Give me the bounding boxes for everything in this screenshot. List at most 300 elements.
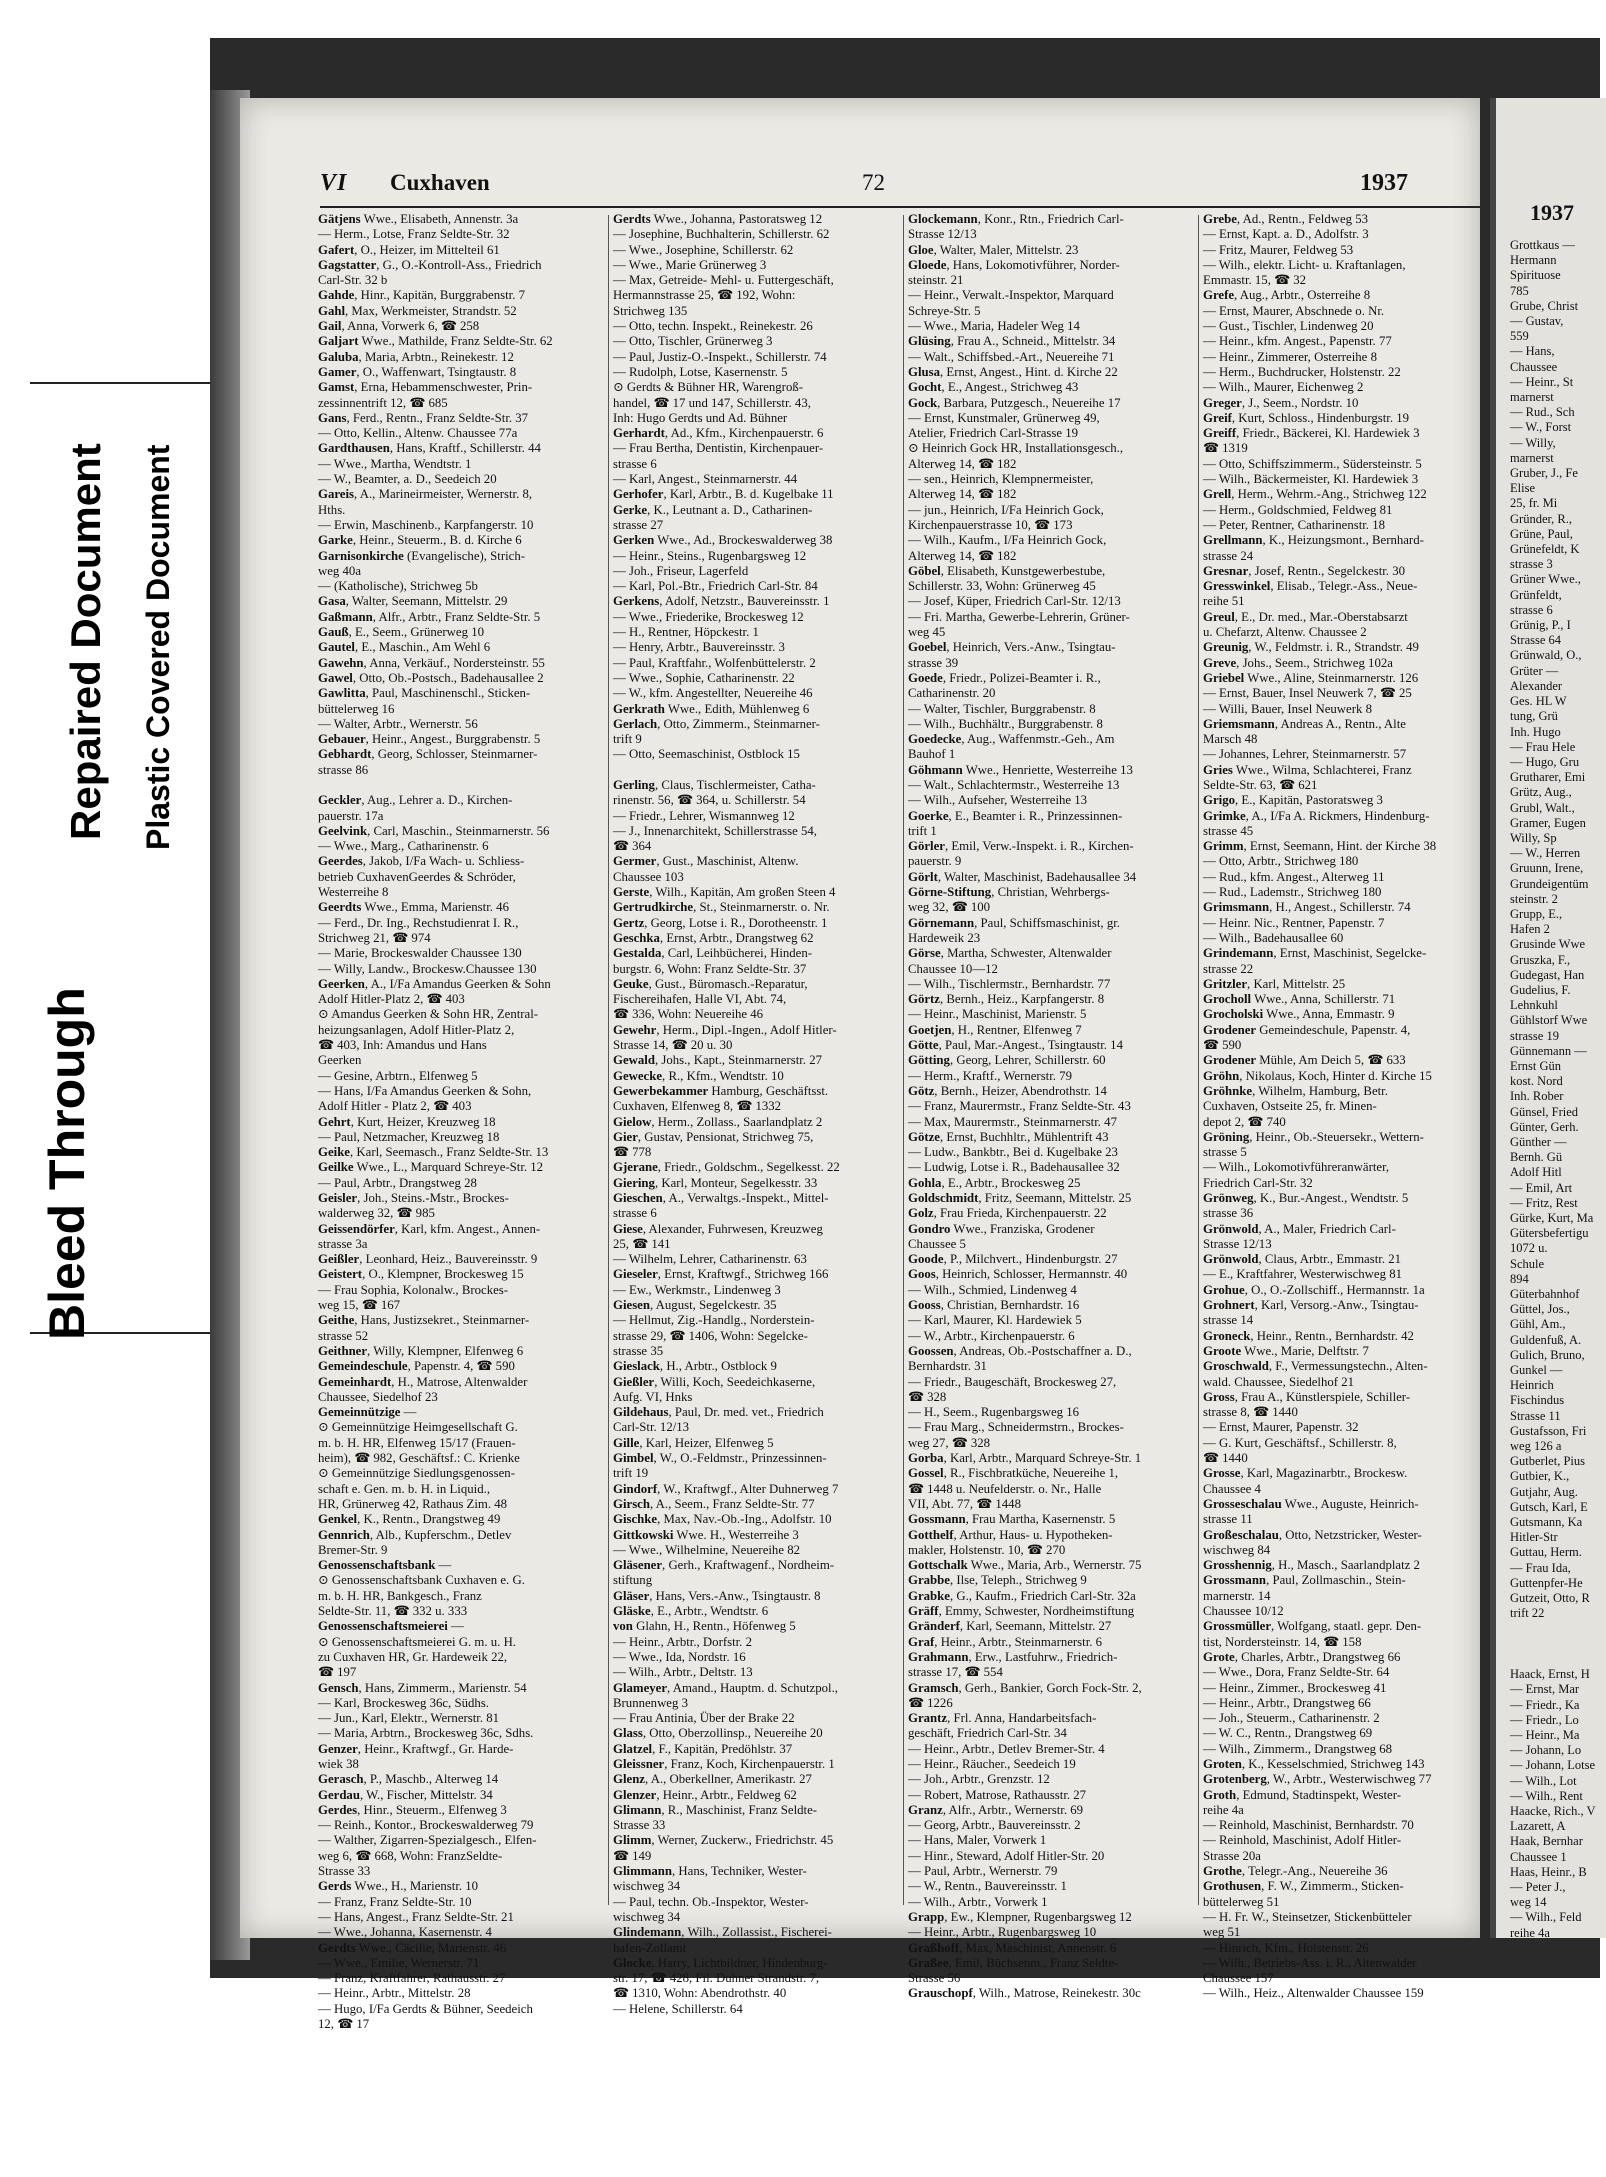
directory-entry: — Wilh., Bäckermeister, Kl. Hardewiek 3 <box>1203 472 1419 487</box>
directory-entry: — Paul, Kraftfahr., Wolfenbüttelerstr. 2 <box>613 655 816 670</box>
directory-entry: weg 40a <box>318 563 361 578</box>
facing-page-line: Grusinde Wwe <box>1510 937 1586 952</box>
directory-entry: Gawel, Otto, Ob.-Postsch., Badehausallee 2 <box>318 670 544 685</box>
directory-entry: Strichweg 21, ☎ 974 <box>318 930 431 945</box>
directory-entry: geschäft, Friedrich Carl-Str. 34 <box>908 1726 1067 1741</box>
directory-entry: — Hans, Maler, Vorwerk 1 <box>908 1833 1047 1848</box>
directory-entry: Grosse, Karl, Magazinarbtr., Brockesw. <box>1203 1466 1408 1481</box>
directory-entry: trift 9 <box>613 732 642 747</box>
directory-entry: Geelvink, Carl, Maschin., Steinmarnerstr. 56 <box>318 823 550 838</box>
directory-entry: Gossel, R., Fischbratküche, Neuereihe 1, <box>908 1466 1119 1481</box>
directory-entry: VII, Abt. 77, ☎ 1448 <box>908 1496 1021 1511</box>
directory-entry: Grindemann, Ernst, Maschinist, Segelcke- <box>1203 946 1427 961</box>
directory-entry: — Hans, I/Fa Amandus Geerken & Sohn, <box>318 1083 532 1098</box>
directory-entry: Göbel, Elisabeth, Kunstgewerbestube, <box>908 563 1106 578</box>
directory-entry: — Wwe., Wilhelmine, Neuereihe 82 <box>613 1542 800 1557</box>
facing-page-line: Gruunn, Irene, <box>1510 861 1584 876</box>
directory-entry: Grohue, O., O.-Zollschiff., Hermannstr. 1a <box>1203 1282 1425 1297</box>
directory-entry: — Max, Getreide- Mehl- u. Futtergeschäft, <box>613 273 834 288</box>
directory-entry: Gerkrath Wwe., Edith, Mühlenweg 6 <box>613 701 810 716</box>
directory-entry: trift 1 <box>908 823 937 838</box>
directory-entry: — Joh., Friseur, Lagerfeld <box>613 563 749 578</box>
facing-page-line: Güttel, Jos., <box>1510 1302 1570 1317</box>
directory-entry: Gamst, Erna, Hebammenschwester, Prin- <box>318 380 533 395</box>
facing-page-line: Grubl, Walt., <box>1510 800 1575 815</box>
directory-entry: Strasse 56 <box>908 1971 961 1986</box>
directory-entry: — Walther, Zigarren-Spezialgesch., Elfen- <box>318 1833 537 1848</box>
facing-page-line: Haacke, Rich., V <box>1510 1803 1596 1818</box>
directory-entry: Garnisonkirche (Evangelische), Strich- <box>318 548 525 563</box>
directory-entry: — Herm., Buchdrucker, Holstenstr. 22 <box>1203 364 1401 379</box>
directory-entry: Grahmann, Erw., Lastfuhrw., Friedrich- <box>908 1649 1118 1664</box>
facing-page-line: 894 <box>1510 1271 1529 1286</box>
directory-entry: Geerdes, Jakob, I/Fa Wach- u. Schliess- <box>318 854 525 869</box>
directory-entry: Gerdts Wwe., Johanna, Pastoratsweg 12 <box>613 212 823 226</box>
facing-page-line: Güterbahnhof <box>1510 1287 1580 1302</box>
facing-page-line: Hitler-Str <box>1510 1530 1558 1545</box>
directory-entry: strasse 8, ☎ 1440 <box>1203 1405 1298 1420</box>
directory-entry: Griemsmann, Andreas A., Rentn., Alte <box>1203 716 1406 731</box>
directory-entry: marnerstr. 14 <box>1203 1588 1271 1603</box>
directory-entry: tist, Nordersteinstr. 14, ☎ 158 <box>1203 1634 1362 1649</box>
directory-entry: weg 27, ☎ 328 <box>908 1435 991 1450</box>
directory-entry: Gerke, K., Leutnant a. D., Catharinen- <box>613 502 813 517</box>
directory-entry: heim), ☎ 982, Geschäftsf.: C. Krienke <box>318 1451 520 1466</box>
directory-entry: — Ew., Werkmstr., Lindenweg 3 <box>613 1282 781 1297</box>
facing-page-line: Haack, Ernst, H <box>1510 1667 1590 1682</box>
facing-page-line: Haas, Heinr., B <box>1510 1864 1587 1879</box>
facing-page-line: Inh. Hugo <box>1510 724 1561 739</box>
facing-page-line: Gunkel — <box>1510 1363 1563 1378</box>
directory-entry: Greul, E., Dr. med., Mar.-Oberstabsarzt <box>1203 609 1408 624</box>
directory-entry: Gräff, Emmy, Schwester, Nordheimstiftung <box>908 1604 1135 1619</box>
directory-entry: — Wwe., Sophie, Catharinenstr. 22 <box>613 670 795 685</box>
directory-entry: 12, ☎ 17 <box>318 2017 370 2032</box>
directory-entry: Greve, Johs., Seem., Strichweg 102a <box>1203 655 1393 670</box>
directory-entry: depot 2, ☎ 740 <box>1203 1114 1286 1129</box>
facing-page-line: Grundeigentüm <box>1510 876 1589 891</box>
facing-page-line: Gutzeit, Otto, R <box>1510 1591 1590 1606</box>
label-bleed-through: Bleed Through <box>39 987 95 1340</box>
facing-page-line: Gruszka, F., <box>1510 952 1571 967</box>
directory-entry: Gröning, Heinr., Ob.-Steuersekr., Wettern- <box>1203 1129 1424 1144</box>
directory-entry: strasse 6 <box>613 456 657 471</box>
city-title: Cuxhaven <box>390 170 490 195</box>
directory-entry: strasse 24 <box>1203 548 1254 563</box>
directory-entry: — Georg, Arbtr., Bauvereinsstr. 2 <box>908 1818 1081 1833</box>
directory-entry: trift 19 <box>613 1466 649 1481</box>
directory-entry: — jun., Heinrich, I/Fa Heinrich Gock, <box>908 502 1104 517</box>
directory-entry: — W., Beamter, a. D., Seedeich 20 <box>318 472 497 487</box>
directory-entry: — Ludw., Bankbtr., Bei d. Kugelbake 23 <box>908 1145 1118 1160</box>
facing-page-line: Gürke, Kurt, Ma <box>1510 1211 1594 1225</box>
directory-entry: Gestalda, Carl, Leihbücherei, Hinden- <box>613 946 813 961</box>
directory-entry: strasse 39 <box>908 655 959 670</box>
directory-entry: Grefe, Aug., Arbtr., Osterreihe 8 <box>1203 288 1371 303</box>
facing-page-line: Gühlstorf Wwe <box>1510 1013 1588 1028</box>
directory-entry: — Hellmut, Zig.-Handlg., Norderstein- <box>613 1313 815 1328</box>
directory-entry: ⊙ Heinrich Gock HR, Installationsgesch., <box>908 441 1124 456</box>
directory-entry: Groten, K., Kesselschmied, Strichweg 143 <box>1203 1756 1425 1771</box>
directory-entry: — Wilh., Arbtr., Vorwerk 1 <box>908 1894 1048 1909</box>
facing-page-line: Gudelius, F. <box>1510 982 1571 997</box>
directory-entry: — Walter, Tischler, Burggrabenstr. 8 <box>908 701 1096 716</box>
directory-entry: str. 17, ☎ 428, Fil. Duhner Strandstr. 7, <box>613 1971 820 1986</box>
directory-entry: Görnemann, Paul, Schiffsmaschinist, gr. <box>908 915 1120 930</box>
facing-page-line: Grüter — <box>1510 663 1559 678</box>
directory-entry: Gertrudkirche, St., Steinmarnerstr. o. Nr. <box>613 900 830 915</box>
directory-entry: — Wwe., Maria, Hadeler Weg 14 <box>908 319 1080 334</box>
facing-page-line: Bernh. Gü <box>1510 1150 1563 1165</box>
directory-entry: Gock, Barbara, Putzgesch., Neuereihe 17 <box>908 395 1121 410</box>
directory-entry: Alterweg 14, ☎ 182 <box>908 456 1017 471</box>
directory-entry: Gemeinnützige — <box>318 1405 417 1420</box>
directory-entry: Grönwold, Claus, Arbtr., Emmastr. 21 <box>1203 1252 1402 1267</box>
year-label: 1937 <box>1360 170 1408 196</box>
directory-entry: Gieschen, A., Verwaltgs.-Inspekt., Mittel- <box>613 1191 829 1205</box>
facing-page-line: tung, Grü <box>1510 709 1558 724</box>
facing-page-line: Gustafsson, Fri <box>1510 1423 1587 1438</box>
facing-page-year: 1937 <box>1530 200 1574 225</box>
directory-entry: ⊙ Gerdts & Bühner HR, Warengroß- <box>613 380 803 395</box>
directory-entry: Grotenberg, W., Arbtr., Westerwischweg 77 <box>1203 1772 1432 1787</box>
directory-entry: — Wilh., Zimmerm., Drangstweg 68 <box>1203 1741 1393 1756</box>
directory-entry: Gille, Karl, Heizer, Elfenweg 5 <box>613 1435 774 1450</box>
directory-entry: — Heinr., Arbtr., Detlev Bremer-Str. 4 <box>908 1741 1105 1756</box>
facing-page-line: 559 <box>1510 329 1529 344</box>
directory-entry: strasse 27 <box>613 517 664 532</box>
directory-entry: Grönwold, A., Maler, Friedrich Carl- <box>1203 1221 1396 1236</box>
directory-entry: — Wilhelm, Lehrer, Catharinenstr. 63 <box>613 1252 807 1267</box>
directory-entry: ☎ 778 <box>613 1145 652 1160</box>
directory-entry: — Rud., kfm. Angest., Alterweg 11 <box>1203 869 1385 884</box>
directory-entry: — Ernst, Kunstmaler, Grünerweg 49, <box>908 410 1100 425</box>
directory-entry: weg 15, ☎ 167 <box>318 1298 401 1313</box>
directory-entry: Grosshennig, H., Masch., Saarlandplatz 2 <box>1203 1558 1420 1573</box>
directory-entry: Greunig, W., Feldmstr. i. R., Strandstr. 49 <box>1203 640 1419 655</box>
directory-entry: Chaussee 4 <box>1203 1481 1261 1496</box>
directory-entry: ☎ 149 <box>613 1848 652 1863</box>
directory-entry: Golz, Frau Frieda, Kirchenpauerstr. 22 <box>908 1206 1107 1221</box>
facing-page-line: Gründer, R., <box>1510 511 1572 526</box>
directory-entry: — Karl, Angest., Steinmarnerstr. 44 <box>613 472 798 487</box>
directory-entry: — Erwin, Maschinenb., Karpfangerstr. 10 <box>318 517 534 532</box>
directory-entry: Grauschopf, Wilh., Matrose, Reinekestr. 30c <box>908 1986 1141 2001</box>
directory-entry: Gareis, A., Marineirmeister, Wernerstr. 8, <box>318 487 533 502</box>
directory-entry: Grote, Charles, Arbtr., Drangstweg 66 <box>1203 1649 1401 1664</box>
directory-entry: — Rud., Lademstr., Strichweg 180 <box>1203 885 1382 900</box>
facing-page-line: Gutsch, Karl, E <box>1510 1499 1588 1514</box>
directory-entry: — Frau Sophia, Kolonalw., Brockes- <box>318 1282 509 1297</box>
directory-entry: wischweg 34 <box>613 1909 681 1924</box>
directory-entry: Genkel, K., Rentn., Drangstweg 49 <box>318 1512 501 1527</box>
directory-entry: Geistert, O., Klempner, Brockesweg 15 <box>318 1267 524 1282</box>
directory-entry: Gröhnke, Wilhelm, Hamburg, Betr. <box>1203 1083 1388 1098</box>
directory-entry: — Herm., Lotse, Franz Seldte-Str. 32 <box>318 227 510 242</box>
directory-entry: Kirchenpauerstrasse 10, ☎ 173 <box>908 517 1073 532</box>
facing-page-line: — W., Herren <box>1510 846 1581 861</box>
directory-entry: ☎ 403, Inh: Amandus und Hans <box>318 1038 487 1053</box>
facing-page-line: — Wilh., Feld <box>1510 1910 1582 1925</box>
directory-entry: Brunnenweg 3 <box>613 1695 688 1710</box>
directory-entry: — Karl, Pol.-Btr., Friedrich Carl-Str. 84 <box>613 579 818 594</box>
directory-entry: Gerhardt, Ad., Kfm., Kirchenpauerstr. 6 <box>613 426 824 441</box>
directory-entry: Grell, Herm., Wehrm.-Ang., Strichweg 122 <box>1203 487 1427 502</box>
directory-entry: ☎ 590 <box>1203 1038 1242 1053</box>
facing-page-line: — Friedr., Ka <box>1510 1697 1580 1712</box>
directory-entry: zessinnentrift 12, ☎ 685 <box>318 395 448 410</box>
directory-entry: Grimke, A., I/Fa A. Rickmers, Hindenburg- <box>1203 808 1430 823</box>
directory-entry: Geuke, Gust., Büromasch.-Reparatur, <box>613 976 808 991</box>
facing-page-line: Grünig, P., I <box>1510 618 1571 633</box>
directory-entry: m. b. H. HR, Bankgesch., Franz <box>318 1588 482 1603</box>
directory-entry: — Frau Marg., Schneidermstrn., Brockes- <box>908 1420 1124 1435</box>
directory-entry: — Robert, Matrose, Rathausstr. 27 <box>908 1787 1087 1802</box>
directory-entry: pauerstr. 17a <box>318 808 384 823</box>
directory-entry: Chaussee 103 <box>613 869 684 884</box>
directory-entry: Gamer, O., Waffenwart, Tsingtaustr. 8 <box>318 364 517 379</box>
directory-entry: Garke, Heinr., Steuerm., B. d. Kirche 6 <box>318 533 522 548</box>
directory-column-4 <box>1203 212 1485 2001</box>
directory-columns <box>318 212 1486 2032</box>
directory-entry: — Wilh., Betriebs-Ass. i. R., Altenwalder <box>1203 1955 1417 1970</box>
directory-entry: rinenstr. 56, ☎ 364, u. Schillerstr. 54 <box>613 793 806 808</box>
directory-entry: ☎ 1226 <box>908 1695 953 1710</box>
directory-entry: Gardthausen, Hans, Kraftf., Schillerstr. 44 <box>318 441 541 456</box>
directory-entry: — Paul, Netzmacher, Kreuzweg 18 <box>318 1129 500 1144</box>
facing-page-line: Strasse 11 <box>1510 1408 1561 1423</box>
directory-entry: Gritzler, Karl, Mittelstr. 25 <box>1203 976 1346 991</box>
directory-entry: — Wwe., Marie Grünerweg 3 <box>613 257 767 272</box>
directory-entry: zu Cuxhaven HR, Gr. Hardeweik 22, <box>318 1649 508 1664</box>
directory-entry: Carl-Str. 32 b <box>318 273 388 288</box>
facing-page-line: Spirituose <box>1510 268 1561 283</box>
facing-page-line: Hermann <box>1510 253 1557 268</box>
directory-entry: Grossmüller, Wolfgang, staatl. gepr. Den- <box>1203 1619 1422 1634</box>
directory-entry: Goldschmidt, Fritz, Seemann, Mittelstr. 25 <box>908 1191 1132 1205</box>
directory-entry: Gebhardt, Georg, Schlosser, Steinmarner- <box>318 747 538 762</box>
directory-entry: Cuxhaven, Ostseite 25, fr. Minen- <box>1203 1099 1377 1114</box>
facing-page-line: Gulich, Bruno, <box>1510 1347 1585 1362</box>
directory-entry: — Joh., Steuerm., Catharinenstr. 2 <box>1203 1711 1380 1726</box>
facing-page-line: Fischindus <box>1510 1393 1565 1408</box>
header-rule <box>320 206 1480 208</box>
directory-entry: Strasse 12/13 <box>1203 1236 1272 1251</box>
directory-entry: Adolf Hitler - Platz 2, ☎ 403 <box>318 1099 472 1114</box>
directory-entry: Gries Wwe., Wilma, Schlachterei, Franz <box>1203 762 1412 777</box>
directory-entry: steinstr. 21 <box>908 273 964 288</box>
directory-entry: Geschka, Ernst, Arbtr., Drangstweg 62 <box>613 930 814 945</box>
directory-entry: Strichweg 135 <box>613 303 688 318</box>
directory-entry: ☎ 1440 <box>1203 1451 1248 1466</box>
directory-entry: Gotthelf, Arthur, Haus- u. Hypotheken- <box>908 1527 1113 1542</box>
directory-entry: Gischke, Max, Nav.-Ob.-Ing., Adolfstr. 10 <box>613 1512 832 1527</box>
directory-entry: Gerling, Claus, Tischlermeister, Catha- <box>613 777 816 792</box>
directory-entry: weg 32, ☎ 100 <box>908 900 991 915</box>
directory-entry: Geißler, Leonhard, Heiz., Bauvereinsstr. 9 <box>318 1252 538 1267</box>
directory-entry: Gross, Frau A., Künstlerspiele, Schiller- <box>1203 1389 1411 1404</box>
facing-page-line: — Johann, Lotse <box>1510 1758 1596 1773</box>
directory-entry: ☎ 1310, Wohn: Abendrothstr. 40 <box>613 1986 787 2001</box>
directory-entry: Grantz, Frl. Anna, Handarbeitsfach- <box>908 1711 1097 1726</box>
directory-entry: — Maria, Arbtrn., Brockesweg 36c, Sdhs. <box>318 1726 534 1741</box>
directory-entry: Glocke, Harry, Lichtbildner, Hindenburg- <box>613 1955 828 1970</box>
directory-entry: Bernhardstr. 31 <box>908 1359 987 1374</box>
directory-entry: Glatzel, F., Kapitän, Predöhlstr. 37 <box>613 1741 793 1756</box>
directory-entry: — Friedr., Lehrer, Wismannweg 12 <box>613 808 795 823</box>
facing-page-line: Gühl, Am., <box>1510 1317 1566 1332</box>
directory-entry: stiftung <box>613 1573 653 1588</box>
facing-page-line: Guttenpfer-He <box>1510 1575 1583 1590</box>
facing-page-line: strasse 6 <box>1510 602 1553 617</box>
facing-page-line: Grupp, E., <box>1510 906 1563 921</box>
directory-entry: — H. Fr. W., Steinsetzer, Stickenbütteler <box>1203 1909 1412 1924</box>
directory-entry: Görlt, Walter, Maschinist, Badehausallee 34 <box>908 869 1137 884</box>
directory-entry: — Heinr., Arbtr., Mittelstr. 28 <box>318 1986 471 2001</box>
directory-entry: Gasa, Walter, Seemann, Mittelstr. 29 <box>318 594 508 609</box>
directory-entry: Gewecke, R., Kfm., Wendtstr. 10 <box>613 1068 784 1083</box>
directory-entry: — Johannes, Lehrer, Steinmarnerstr. 57 <box>1203 747 1407 762</box>
directory-entry: — Heinr., Zimmerer, Osterreihe 8 <box>1203 349 1377 364</box>
directory-entry: Grodener Gemeindeschule, Papenstr. 4, <box>1203 1022 1411 1037</box>
directory-entry: — Wwe., Marg., Catharinenstr. 6 <box>318 839 489 854</box>
directory-entry: hafen-Zollamt <box>613 1940 687 1955</box>
directory-entry: ⊙ Gemeinnützige Siedlungsgenossen- <box>318 1466 515 1481</box>
directory-entry: Girsch, A., Seem., Franz Seldte-Str. 77 <box>613 1496 815 1511</box>
facing-page-line: strasse 3 <box>1510 557 1553 572</box>
directory-entry: pauerstr. 9 <box>908 854 962 869</box>
directory-entry: Genossenschaftsbank — <box>318 1558 452 1573</box>
directory-entry: Gresnar, Josef, Rentn., Segelckestr. 30 <box>1203 563 1406 578</box>
directory-entry: — Fri. Martha, Gewerbe-Lehrerin, Grüner- <box>908 609 1130 624</box>
directory-entry: betrieb CuxhavenGeerdes & Schröder, <box>318 869 516 884</box>
directory-entry: Graf, Heinr., Arbtr., Steinmarnerstr. 6 <box>908 1634 1103 1649</box>
directory-entry: Geithe, Hans, Justizsekret., Steinmarner- <box>318 1313 530 1328</box>
directory-entry: — Ferd., Dr. Ing., Rechstudienrat I. R., <box>318 915 519 930</box>
directory-entry: Grocholski Wwe., Anna, Emmastr. 9 <box>1203 1007 1395 1022</box>
directory-entry: Gläske, E., Arbtr., Wendtstr. 6 <box>613 1604 769 1619</box>
facing-page-line: Lazarett, A <box>1510 1819 1566 1834</box>
directory-entry: Glockemann, Konr., Rtn., Friedrich Carl- <box>908 212 1124 226</box>
directory-entry: 25, ☎ 141 <box>613 1236 671 1251</box>
facing-page-line: Gramer, Eugen <box>1510 815 1586 830</box>
directory-entry: — J., Innenarchitekt, Schillerstrasse 54, <box>613 823 817 838</box>
directory-entry: — Heinr., Arbtr., Rugenbargsweg 10 <box>908 1925 1097 1940</box>
facing-page-line: Ernst Gün <box>1510 1058 1562 1073</box>
directory-entry: makler, Holstenstr. 10, ☎ 270 <box>908 1542 1066 1557</box>
directory-entry: Gittkowski Wwe. H., Westerreihe 3 <box>613 1527 799 1542</box>
directory-entry: Gießler, Willi, Koch, Seedeichkaserne, <box>613 1374 816 1389</box>
directory-entry: — Karl, Maurer, Kl. Hardewiek 5 <box>908 1313 1082 1328</box>
directory-entry: Gloede, Hans, Lokomotivführer, Norder- <box>908 257 1120 272</box>
directory-entry: Gildehaus, Paul, Dr. med. vet., Friedrich <box>613 1405 824 1420</box>
directory-entry: Geithner, Willy, Klempner, Elfenweg 6 <box>318 1343 524 1358</box>
directory-entry: Seldte-Str. 63, ☎ 621 <box>1203 777 1318 792</box>
facing-page-column <box>1510 238 1600 1940</box>
directory-entry: Groote Wwe., Marie, Delftstr. 7 <box>1203 1343 1369 1358</box>
directory-entry: — W., Arbtr., Kirchenpauerstr. 6 <box>908 1328 1075 1343</box>
directory-entry: — Paul, Arbtr., Wernerstr. 79 <box>908 1864 1058 1879</box>
facing-page-line: Alexander <box>1510 678 1563 693</box>
directory-entry: heizungsanlagen, Adolf Hitler-Platz 2, <box>318 1022 515 1037</box>
directory-entry: Germer, Gust., Maschinist, Altenw. <box>613 854 799 869</box>
directory-entry: Gensch, Hans, Zimmerm., Marienstr. 54 <box>318 1680 527 1695</box>
directory-entry: Emmastr. 15, ☎ 32 <box>1203 273 1307 288</box>
directory-entry: — Wwe., Dora, Franz Seldte-Str. 64 <box>1203 1665 1390 1680</box>
directory-entry: — sen., Heinrich, Klempnermeister, <box>908 472 1094 487</box>
directory-entry: Gerdts Wwe., Cäcilie, Marienstr. 46 <box>318 1940 507 1955</box>
directory-entry: — H., Seem., Rugenbargsweg 16 <box>908 1405 1080 1420</box>
directory-entry: Genossenschaftsmeierei — <box>318 1619 464 1634</box>
facing-page-line: Strasse 64 <box>1510 633 1562 648</box>
directory-entry: Grohnert, Karl, Versorg.-Anw., Tsingtau- <box>1203 1298 1419 1313</box>
directory-entry: — Franz, Kraftfahrer, Rathausstr. 27 <box>318 1971 506 1986</box>
directory-entry: Geckler, Aug., Lehrer a. D., Kirchen- <box>318 793 513 808</box>
directory-entry: Gossmann, Frau Martha, Kasernenstr. 5 <box>908 1512 1116 1527</box>
directory-entry: — Wilh., Aufseher, Westerreihe 13 <box>908 793 1088 808</box>
directory-entry: — Otto, Tischler, Grünerweg 3 <box>613 334 773 349</box>
directory-entry: Gätjens Wwe., Elisabeth, Annenstr. 3a <box>318 212 519 226</box>
directory-entry: strasse 22 <box>1203 961 1254 976</box>
directory-entry: strasse 45 <box>1203 823 1254 838</box>
directory-entry: Giering, Karl, Monteur, Segelkesstr. 33 <box>613 1175 818 1190</box>
directory-entry: wald. Chaussee, Siedelhof 21 <box>1203 1374 1355 1389</box>
directory-entry: — Ernst, Maurer, Abschnede o. Nr. <box>1203 303 1385 318</box>
facing-page-line: — Heinr., St <box>1510 374 1574 389</box>
directory-entry: ⊙ Genossenschaftsmeierei G. m. u. H. <box>318 1634 517 1649</box>
directory-entry: ☎ 1448 u. Neufelderstr. o. Nr., Halle <box>908 1481 1102 1496</box>
directory-entry: Gjerane, Friedr., Goldschm., Segelkesst. 22 <box>613 1160 840 1175</box>
directory-entry: Gautel, E., Maschin., Am Wehl 6 <box>318 640 491 655</box>
directory-entry: — Willy, Landw., Brockesw.Chaussee 130 <box>318 961 537 976</box>
directory-entry: Alterweg 14, ☎ 182 <box>908 548 1017 563</box>
directory-entry: — Wwe., Ida, Nordstr. 16 <box>613 1649 746 1664</box>
directory-entry: — H., Rentner, Höpckestr. 1 <box>613 625 759 640</box>
facing-page-line: — Wilh., Rent <box>1510 1788 1583 1803</box>
directory-entry: Grocholl Wwe., Anna, Schillerstr. 71 <box>1203 992 1396 1007</box>
directory-entry: Groschwald, F., Vermessungstechn., Alten- <box>1203 1359 1428 1374</box>
facing-page-line: Chaussee <box>1510 359 1558 374</box>
directory-entry: — Joh., Arbtr., Grenzstr. 12 <box>908 1772 1050 1787</box>
facing-page-line <box>1510 1637 1600 1652</box>
directory-entry: — Heinr., Verwalt.-Inspektor, Marquard <box>908 288 1114 303</box>
directory-entry: Goos, Heinrich, Schlosser, Hermannstr. 40 <box>908 1267 1128 1282</box>
directory-entry: strasse 17, ☎ 554 <box>908 1665 1003 1680</box>
directory-entry: Grimsmann, H., Angest., Schillerstr. 74 <box>1203 900 1411 915</box>
directory-entry: Westerreihe 8 <box>318 885 389 900</box>
directory-entry: ☎ 364 <box>613 839 652 854</box>
directory-entry: Gerdes, Hinr., Steuerm., Elfenweg 3 <box>318 1802 507 1817</box>
directory-entry: Gooss, Christian, Bernhardstr. 16 <box>908 1298 1080 1313</box>
directory-entry: Groneck, Heinr., Rentn., Bernhardstr. 42 <box>1203 1328 1414 1343</box>
directory-entry: weg 51 <box>1203 1925 1241 1940</box>
facing-page-line <box>1510 1621 1600 1636</box>
directory-entry: — Wilh., Maurer, Eichenweg 2 <box>1203 380 1364 395</box>
facing-page-line: marnerst <box>1510 450 1554 465</box>
directory-entry: Graßee, Emil, Büchsenm., Franz Seldte- <box>908 1955 1119 1970</box>
directory-entry: Galjart Wwe., Mathilde, Franz Seldte-Str. 62 <box>318 334 553 349</box>
facing-page-line: kost. Nord <box>1510 1074 1563 1089</box>
facing-page-line: Schule <box>1510 1256 1545 1271</box>
directory-entry: — Reinhold, Maschinist, Bernhardstr. 70 <box>1203 1818 1414 1833</box>
directory-entry: — Heinr., Arbtr., Dorfstr. 2 <box>613 1634 752 1649</box>
facing-page-line: — Rud., Sch <box>1510 405 1575 420</box>
directory-entry: — E., Kraftfahrer, Westerwischweg 81 <box>1203 1267 1402 1282</box>
directory-column-2 <box>613 212 895 2016</box>
directory-entry: — Heinr., Zimmer., Brockesweg 41 <box>1203 1680 1387 1695</box>
directory-entry: Gläser, Hans, Vers.-Anw., Tsingtaustr. 8 <box>613 1588 821 1603</box>
facing-page-line: Adolf Hitl <box>1510 1165 1562 1180</box>
